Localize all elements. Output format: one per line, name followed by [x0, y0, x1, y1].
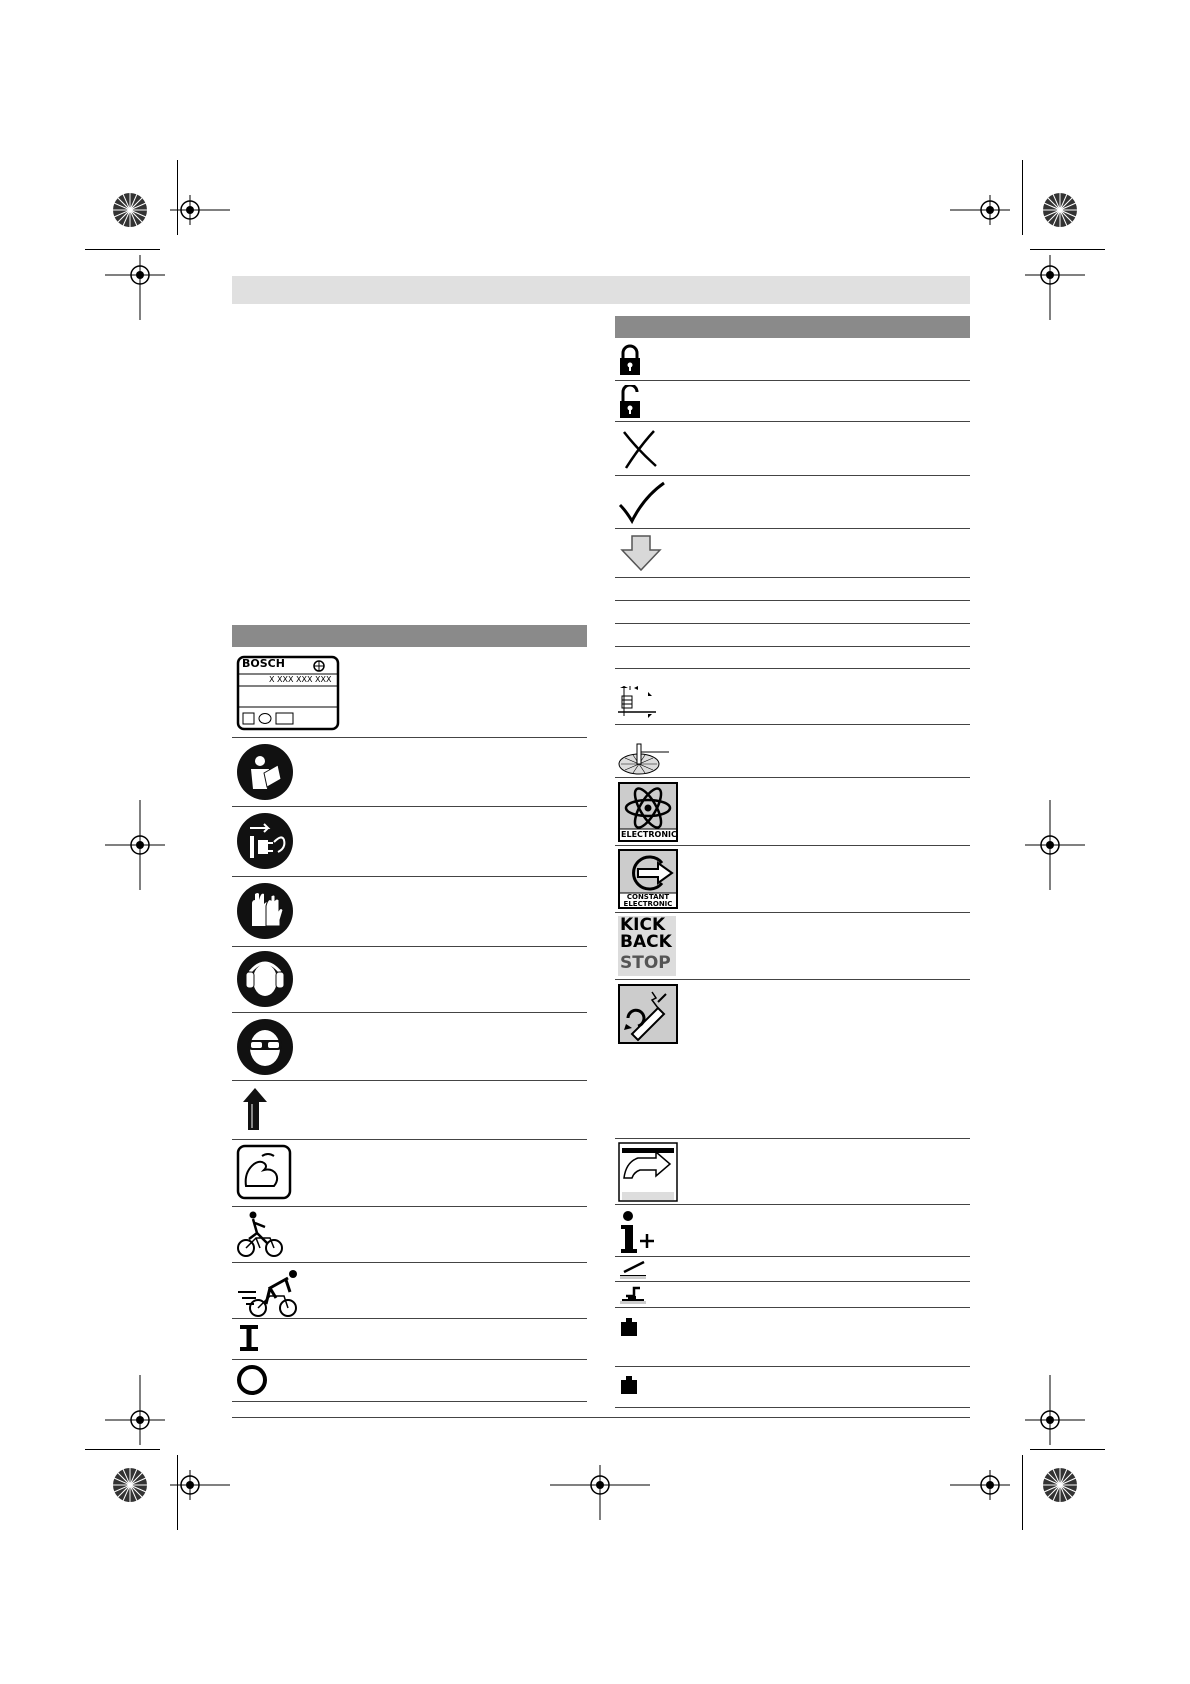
row-divider — [232, 1080, 587, 1081]
info-plus-icon — [618, 1210, 658, 1254]
electronic-label: ELECTRONIC — [621, 830, 677, 839]
row-divider — [232, 876, 587, 877]
row-divider — [615, 577, 970, 578]
registration-mark-bottom-right — [1040, 1465, 1080, 1505]
cross-icon — [620, 428, 660, 470]
nameplate-icon — [236, 655, 340, 731]
row-divider — [232, 946, 587, 947]
crosshair-mark — [1025, 800, 1085, 890]
row-divider — [232, 737, 587, 738]
row-divider — [615, 380, 970, 381]
crosshair-mark — [105, 255, 165, 325]
switch-on-icon — [238, 1324, 260, 1352]
crosshair-mark — [950, 1465, 1010, 1505]
check-icon — [618, 481, 666, 525]
crop-line — [177, 160, 178, 235]
disc-icon — [615, 742, 671, 776]
row-divider — [615, 912, 970, 913]
crop-line — [1022, 160, 1023, 235]
row-divider — [615, 1281, 970, 1282]
cyclist-fast-icon — [236, 1268, 304, 1318]
nameplate-number: X XXX XXX XXX — [269, 675, 332, 684]
kickback-line1: KICK — [620, 915, 666, 935]
kickback-stop-icon — [618, 916, 676, 976]
row-divider — [615, 623, 970, 624]
crosshair-mark — [105, 800, 165, 890]
row-divider — [615, 1204, 970, 1205]
lock-open-icon — [618, 385, 642, 419]
unplug-icon — [236, 812, 294, 870]
weight-small-icon — [618, 1374, 640, 1396]
row-divider — [615, 421, 970, 422]
row-divider — [232, 1359, 587, 1360]
crop-line — [1030, 1449, 1105, 1450]
crop-line — [85, 249, 160, 250]
crosshair-mark — [170, 190, 230, 230]
crosshair-mark — [1025, 1375, 1085, 1445]
row-divider — [615, 979, 970, 980]
switch-off-icon — [236, 1364, 268, 1396]
row-divider — [232, 1012, 587, 1013]
constant-label-1: CONSTANT — [626, 893, 670, 901]
row-divider — [615, 1256, 970, 1257]
nameplate-brand: BOSCH — [242, 657, 285, 670]
footer-rule — [232, 1417, 970, 1418]
row-divider — [232, 1401, 587, 1402]
eye-protection-icon — [236, 1018, 294, 1076]
row-divider — [615, 1138, 970, 1139]
row-divider — [232, 1139, 587, 1140]
row-divider — [615, 528, 970, 529]
row-divider — [615, 1307, 970, 1308]
read-manual-icon — [236, 743, 294, 801]
constant-electronic-icon — [618, 849, 678, 909]
crop-line — [85, 1449, 160, 1450]
arrow-down-icon — [620, 534, 662, 572]
registration-mark-top-left — [110, 190, 150, 230]
lock-closed-icon — [618, 344, 642, 376]
depth-adjust-icon — [616, 682, 658, 720]
section-bar-left — [232, 625, 587, 647]
electronic-icon — [618, 782, 678, 842]
row-divider — [615, 1366, 970, 1367]
ear-protection-icon — [236, 950, 294, 1008]
header-bar — [232, 276, 970, 304]
weight-icon — [618, 1316, 640, 1338]
slide-icon — [618, 1142, 678, 1202]
row-divider — [615, 668, 970, 669]
gloves-icon — [236, 882, 294, 940]
row-divider — [615, 724, 970, 725]
kickback-line2: BACK — [620, 932, 672, 952]
registration-mark-bottom-left — [110, 1465, 150, 1505]
strength-icon — [236, 1144, 292, 1200]
crosshair-mark — [1025, 255, 1085, 325]
cyclist-slow-icon — [236, 1210, 284, 1258]
row-divider — [615, 646, 970, 647]
arrow-up-icon — [240, 1086, 270, 1132]
crosshair-mark — [105, 1375, 165, 1445]
row-divider — [232, 806, 587, 807]
crop-line — [1030, 249, 1105, 250]
row-divider — [615, 600, 970, 601]
section-bar-right — [615, 316, 970, 338]
constant-label-2: ELECTRONIC — [623, 900, 673, 908]
row-divider — [615, 475, 970, 476]
row-divider — [615, 1407, 970, 1408]
row-divider — [232, 1318, 587, 1319]
row-divider — [232, 1262, 587, 1263]
restart-protection-icon — [618, 984, 678, 1044]
kickback-line3: STOP — [620, 953, 671, 973]
crosshair-mark — [950, 190, 1010, 230]
shoe-flat-icon — [618, 1260, 648, 1280]
shoe-step-icon — [618, 1284, 648, 1306]
registration-mark-top-right — [1040, 190, 1080, 230]
crop-line — [1022, 1455, 1023, 1530]
row-divider — [232, 1206, 587, 1207]
crosshair-mark — [550, 1465, 650, 1520]
crop-line — [177, 1455, 178, 1530]
row-divider — [615, 845, 970, 846]
row-divider — [615, 777, 970, 778]
crosshair-mark — [170, 1465, 230, 1505]
